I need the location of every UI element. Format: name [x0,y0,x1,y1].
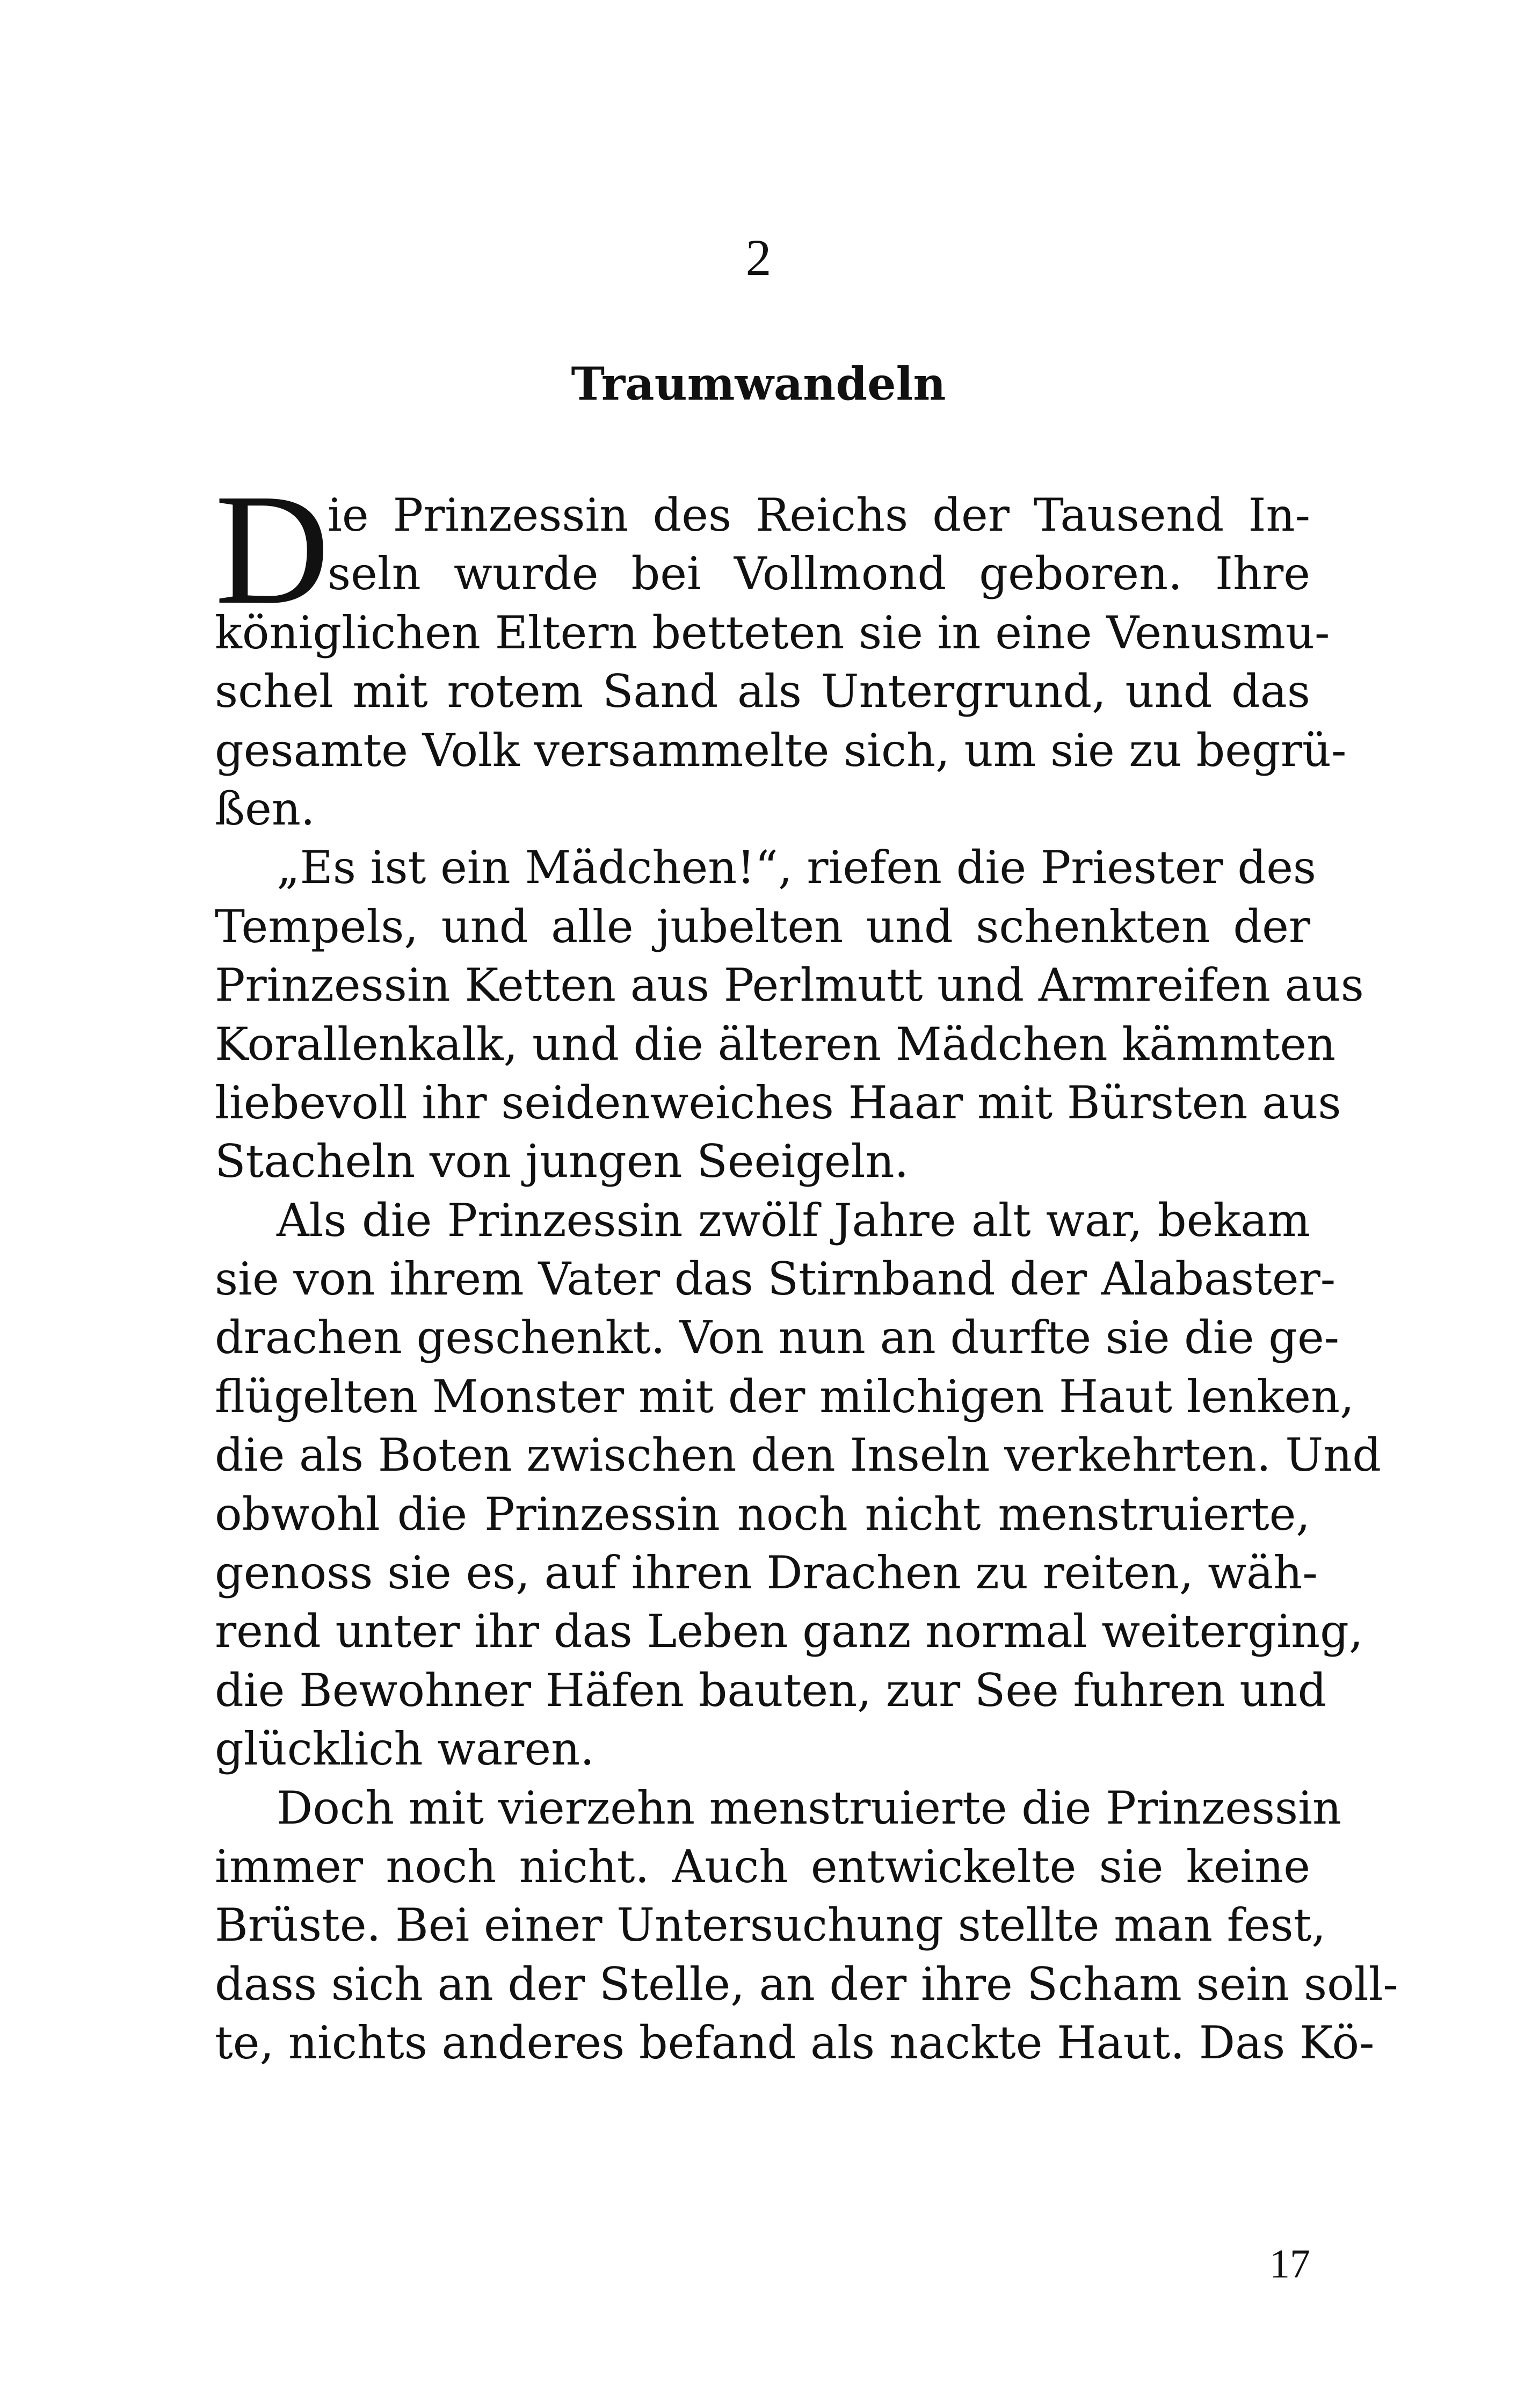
text-line: seln wurde bei Vollmond geboren. Ihre [328,547,1310,601]
text-line: liebevoll ihr seidenweiches Haar mit Bürsten aus [215,1076,1341,1129]
text-line: glücklich waren. [215,1723,594,1776]
text-line: te, nichts anderes befand als nackte Haut. Das Kö- [215,2016,1375,2070]
text-line: immer noch nicht. Auch entwickelte sie keine [215,1840,1310,1893]
text-line: schel mit rotem Sand als Untergrund, und das [215,665,1310,718]
text-line: flügelten Monster mit der milchigen Haut lenken, [215,1370,1354,1423]
text-line: Stacheln von jungen Seeigeln. [215,1135,909,1188]
chapter-title: Traumwandeln [571,357,946,410]
chapter-body [215,461,1398,2073]
text-line: dass sich an der Stelle, an der ihre Scham sein soll- [215,1957,1398,2011]
text-line: Doch mit vierzehn menstruierte die Prinzessin [277,1781,1342,1834]
text-line: Tempels, und alle jubelten und schenkten der [215,900,1310,953]
text-line: gesamte Volk versammelte sich, um sie zu begrü- [215,724,1347,777]
drop-cap: D [215,461,330,638]
text-line: die Bewohner Häfen bauten, zur See fuhren und [215,1664,1327,1717]
text-line: ie Prinzessin des Reichs der Tausend In- [328,489,1310,541]
text-line: Als die Prinzessin zwölf Jahre alt war, bekam [277,1194,1310,1247]
text-line: rend unter ihr das Leben ganz normal weiterging, [215,1605,1363,1658]
text-line: „Es ist ein Mädchen!“, riefen die Priester des [277,841,1317,894]
text-line: obwohl die Prinzessin noch nicht menstruierte, [215,1487,1310,1541]
text-line: Brüste. Bei einer Untersuchung stellte man fest, [215,1899,1326,1952]
text-line: königlichen Eltern betteten sie in eine Venusmu- [215,606,1330,659]
text-line: die als Boten zwischen den Inseln verkehrten. Und [215,1429,1382,1482]
page-number: 17 [1269,2241,1310,2287]
text-line: sie von ihrem Vater das Stirnband der Alabaster- [215,1253,1336,1306]
text-line: Prinzessin Ketten aus Perlmutt und Armreifen aus [215,959,1364,1012]
text-line: ßen. [215,782,315,835]
text-line: drachen geschenkt. Von nun an durfte sie die ge- [215,1311,1340,1364]
chapter-number: 2 [745,229,772,286]
text-line: genoss sie es, auf ihren Drachen zu reiten, wäh- [215,1546,1318,1600]
text-line: Korallenkalk, und die älteren Mädchen kämmten [215,1017,1336,1071]
